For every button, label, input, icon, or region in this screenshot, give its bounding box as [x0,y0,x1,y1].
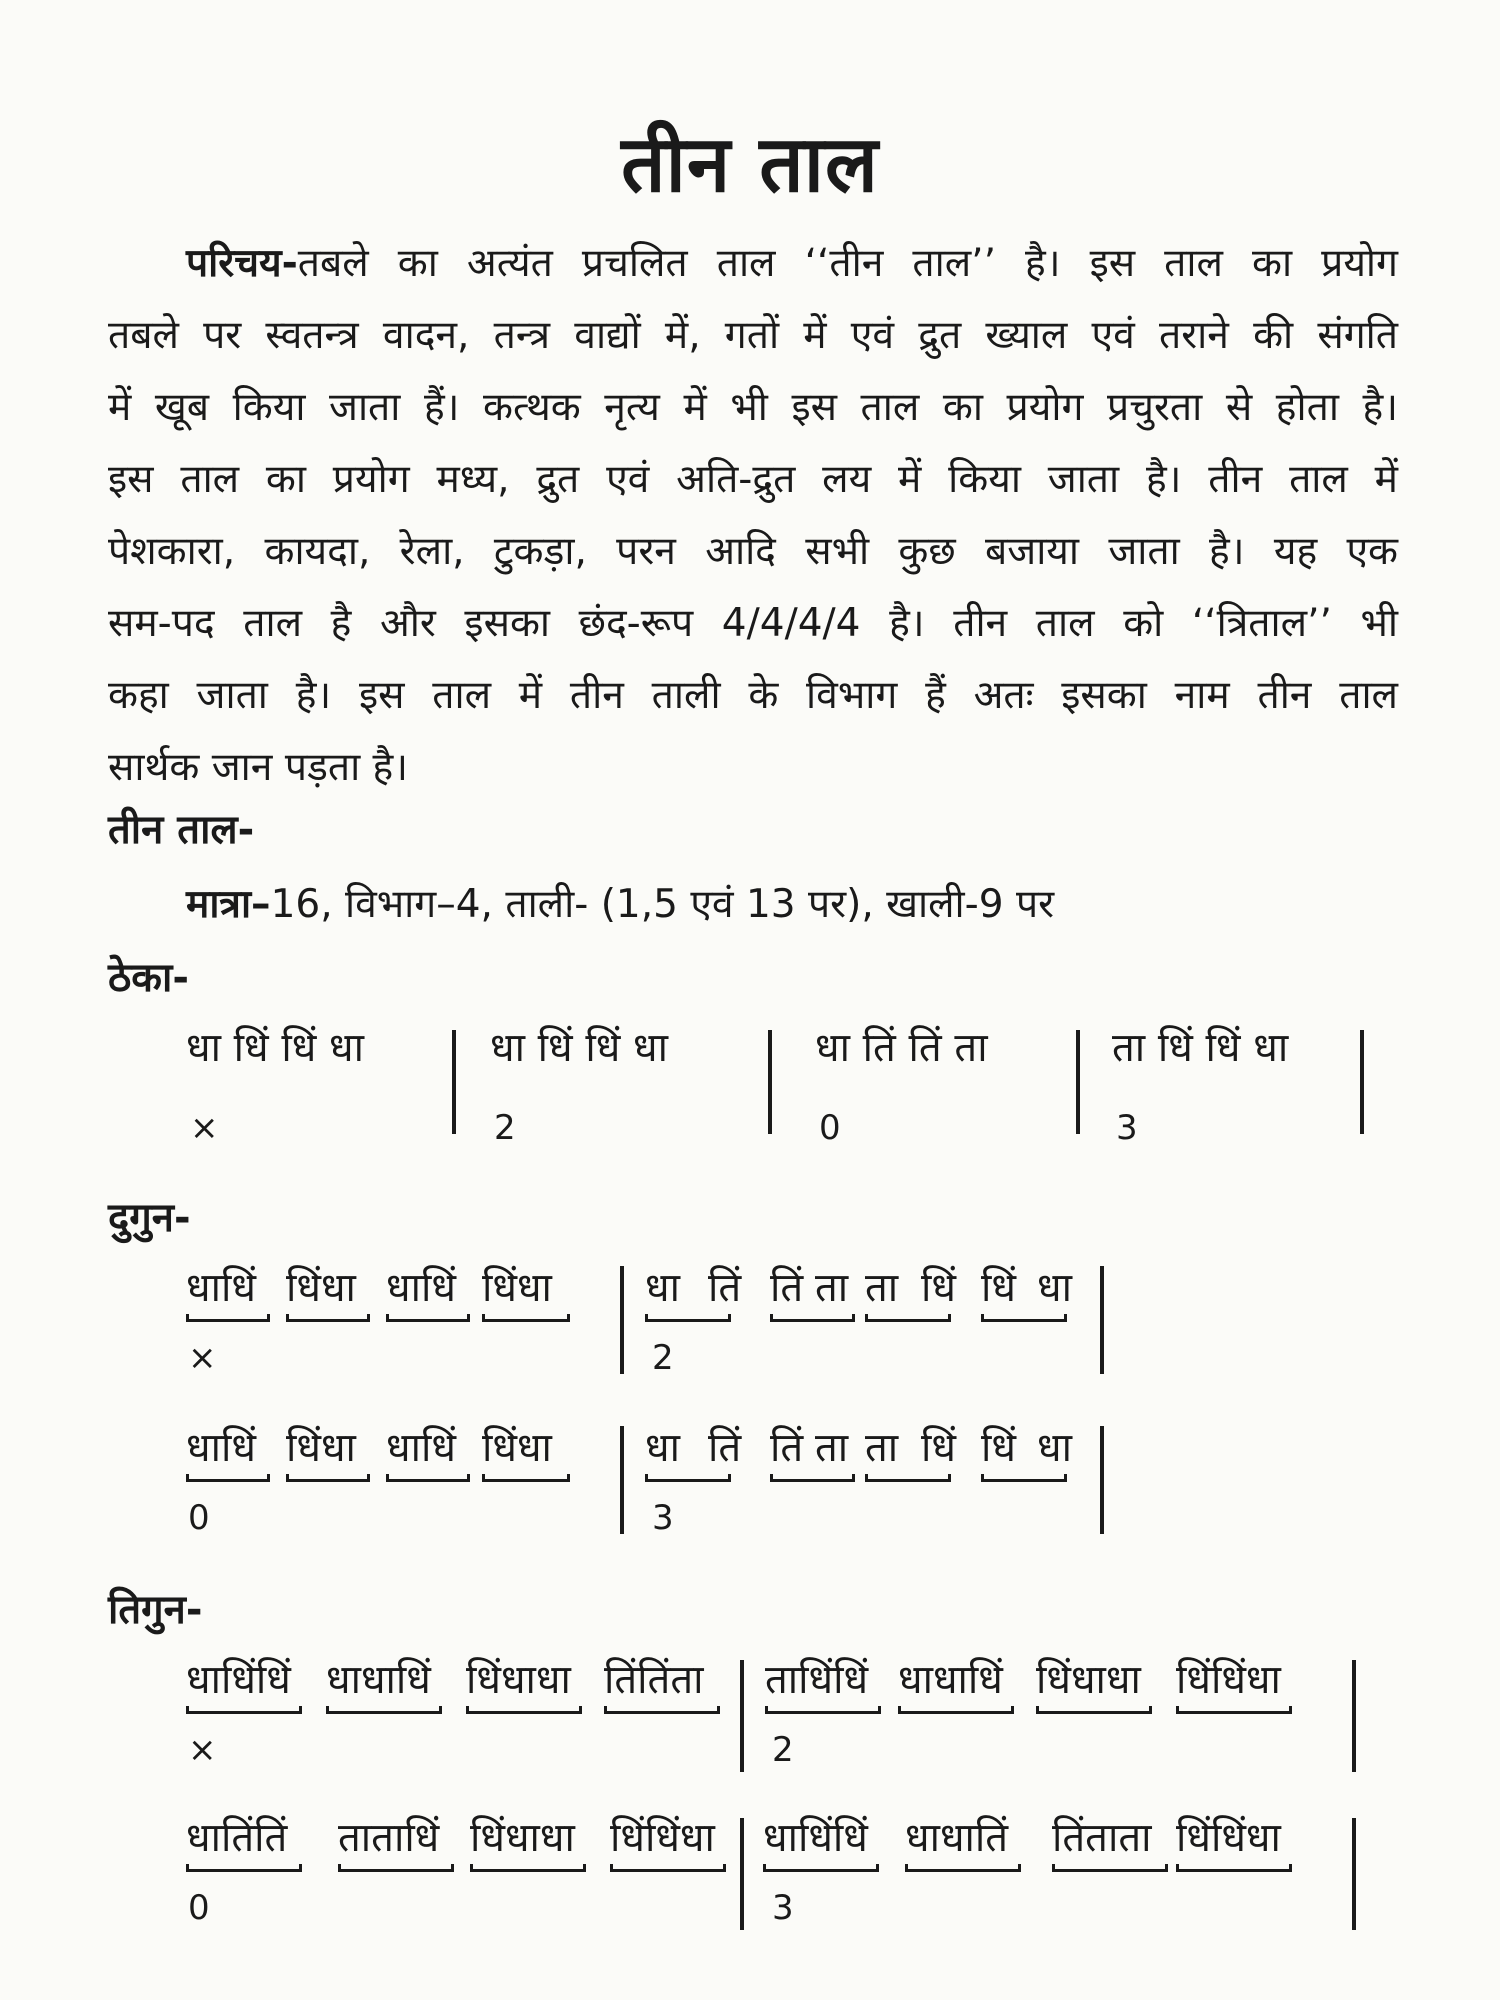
bol-group-underline [482,1314,570,1322]
matra-line [186,876,1054,929]
dugun-bol: धिंधा [482,1265,552,1311]
tigun-bol: तिंताता [1052,1815,1152,1861]
dugun-bol: ता [815,1425,849,1471]
intro-line: में खूब किया जाता हैं। कत्थक नृत्य में भी इस ताल का प्रयोग प्रचुरता से होता है। [108,385,1398,430]
tigun-bol: धातिंतिं [186,1815,288,1861]
theka-bols: धा धिं धिं धा [186,1025,364,1071]
tigun-bol: धिंधाधा [470,1815,575,1861]
bol-group-underline [1176,1706,1292,1714]
intro-line: तबले पर स्वतन्त्र वादन, तन्त्र वाद्यों में, गतों में एवं द्रुत ख्याल एवं तराने की संगति [108,313,1398,358]
theka-mark: 3 [1116,1108,1138,1148]
intro-line: इस ताल का प्रयोग मध्य, द्रुत एवं अति-द्रुत लय में किया जाता है। तीन ताल में [108,457,1398,502]
vertical-divider [740,1660,744,1772]
bol-group-underline [386,1474,470,1482]
vertical-divider [1352,1660,1356,1772]
vertical-divider [1100,1266,1104,1374]
tigun-bol: धाधिंधिं [763,1815,868,1861]
bol-group-underline [466,1706,582,1714]
bol-group-underline [286,1314,370,1322]
dugun-bol: धिं [981,1425,1016,1471]
dugun-mark: 3 [652,1498,674,1538]
dugun-bol: धिंधा [286,1265,356,1311]
matra-text: 16, विभाग–4, ताली- (1,5 एवं 13 पर), खाली-9 पर [270,882,1055,927]
intro-lead: परिचय- [186,241,298,286]
tigun-bol: धाधिंधिं [186,1657,291,1703]
tigun-mark: 0 [188,1888,210,1928]
tigun-bol: धिंधिंधा [610,1815,715,1861]
bol-group-underline [186,1706,302,1714]
theka-bols: धा तिं तिं ता [815,1025,988,1071]
bol-group-underline [186,1314,270,1322]
dugun-bol: ता [865,1425,899,1471]
dugun-bol: धिंधा [482,1425,552,1471]
tigun-bol: धिंधाधा [466,1657,571,1703]
vertical-divider [768,1030,772,1134]
bol-group-underline [763,1864,879,1872]
tigun-bol: धाधातिं [905,1815,1009,1861]
bol-group-underline [865,1314,951,1322]
tigun-mark: × [188,1730,217,1770]
dugun-bol: धाधिं [186,1265,256,1311]
vertical-divider [1076,1030,1080,1134]
bol-group-underline [645,1474,731,1482]
intro-line: पेशकारा, कायदा, रेला, टुकड़ा, परन आदि सभी कुछ बजाया जाता है। यह एक [108,529,1398,574]
dugun-bol: धा [1037,1265,1072,1311]
dugun-bol: धाधिं [386,1265,456,1311]
dugun-mark: × [188,1338,217,1378]
intro-line: सार्थक जान पड़ता है। [108,745,409,790]
tigun-bol: धिंधिंधा [1176,1815,1281,1861]
vertical-divider [620,1266,624,1374]
bol-group-underline [1052,1864,1168,1872]
bol-group-underline [470,1864,586,1872]
bol-group-underline [770,1314,855,1322]
dugun-bol: धा [1037,1425,1072,1471]
vertical-divider [740,1818,744,1930]
tigun-mark: 3 [772,1888,794,1928]
theka-bols: धा धिं धिं धा [490,1025,668,1071]
dugun-bol: तिं [770,1425,804,1471]
bol-group-underline [482,1474,570,1482]
dugun-bol: ता [815,1265,849,1311]
dugun-mark: 2 [652,1338,674,1378]
dugun-bol: तिं [770,1265,804,1311]
bol-group-underline [645,1314,731,1322]
bol-group-underline [865,1474,951,1482]
intro-paragraph [108,228,1398,804]
dugun-bol: धिंधा [286,1425,356,1471]
theka-mark: × [190,1108,219,1148]
tigun-heading: तिगुन- [108,1587,203,1633]
intro-line: परिचय-तबले का अत्यंत प्रचलित ताल ‘‘तीन ताल’’ है। इस ताल का प्रयोग [186,241,1398,286]
dugun-mark: 0 [188,1498,210,1538]
bol-group-underline [898,1706,1014,1714]
dugun-bol: धाधिं [186,1425,256,1471]
bol-group-underline [770,1474,855,1482]
bol-group-underline [981,1474,1067,1482]
bol-group-underline [1176,1864,1292,1872]
dugun-bol: तिं [708,1425,742,1471]
tigun-bol: ताताधिं [338,1815,440,1861]
dugun-bol: धिं [921,1425,956,1471]
bol-group-underline [338,1864,454,1872]
theka-mark: 2 [494,1108,516,1148]
vertical-divider [1360,1030,1364,1134]
dugun-bol: धिं [981,1265,1016,1311]
tigun-bol: तिंतिंता [604,1657,704,1703]
theka-mark: 0 [819,1108,841,1148]
dugun-bol: धा [645,1265,680,1311]
tigun-bol: धिंधाधा [1036,1657,1141,1703]
bol-group-underline [386,1314,470,1322]
dugun-heading: दुगुन- [108,1195,191,1241]
intro-line: सम-पद ताल है और इसका छंद-रूप 4/4/4/4 है। तीन ताल को ‘‘त्रिताल’’ भी [108,601,1398,646]
page-title: तीन ताल [621,120,879,210]
theka-heading: ठेका- [108,955,189,1001]
tigun-mark: 2 [772,1730,794,1770]
bol-group-underline [604,1706,720,1714]
tigun-bol: धाधाधिं [898,1657,1003,1703]
dugun-bol: धा [645,1425,680,1471]
bol-group-underline [765,1706,881,1714]
bol-group-underline [981,1314,1067,1322]
bol-group-underline [905,1864,1021,1872]
bol-group-underline [186,1474,270,1482]
bol-group-underline [326,1706,442,1714]
vertical-divider [1100,1426,1104,1534]
tigun-bol: धाधाधिं [326,1657,431,1703]
teen-taal-heading: तीन ताल- [108,807,255,853]
dugun-bol: धिं [921,1265,956,1311]
vertical-divider [452,1030,456,1134]
tigun-bol: ताधिंधिं [765,1657,869,1703]
tigun-bol: धिंधिंधा [1176,1657,1281,1703]
bol-group-underline [1036,1706,1152,1714]
matra-lead: मात्रा– [186,882,271,927]
theka-bols: ता धिं धिं धा [1112,1025,1289,1071]
bol-group-underline [610,1864,726,1872]
dugun-bol: तिं [708,1265,742,1311]
vertical-divider [620,1426,624,1534]
dugun-bol: ता [865,1265,899,1311]
vertical-divider [1352,1818,1356,1930]
dugun-bol: धाधिं [386,1425,456,1471]
bol-group-underline [286,1474,370,1482]
bol-group-underline [186,1864,302,1872]
intro-line: कहा जाता है। इस ताल में तीन ताली के विभाग हैं अतः इसका नाम तीन ताल [108,673,1398,718]
